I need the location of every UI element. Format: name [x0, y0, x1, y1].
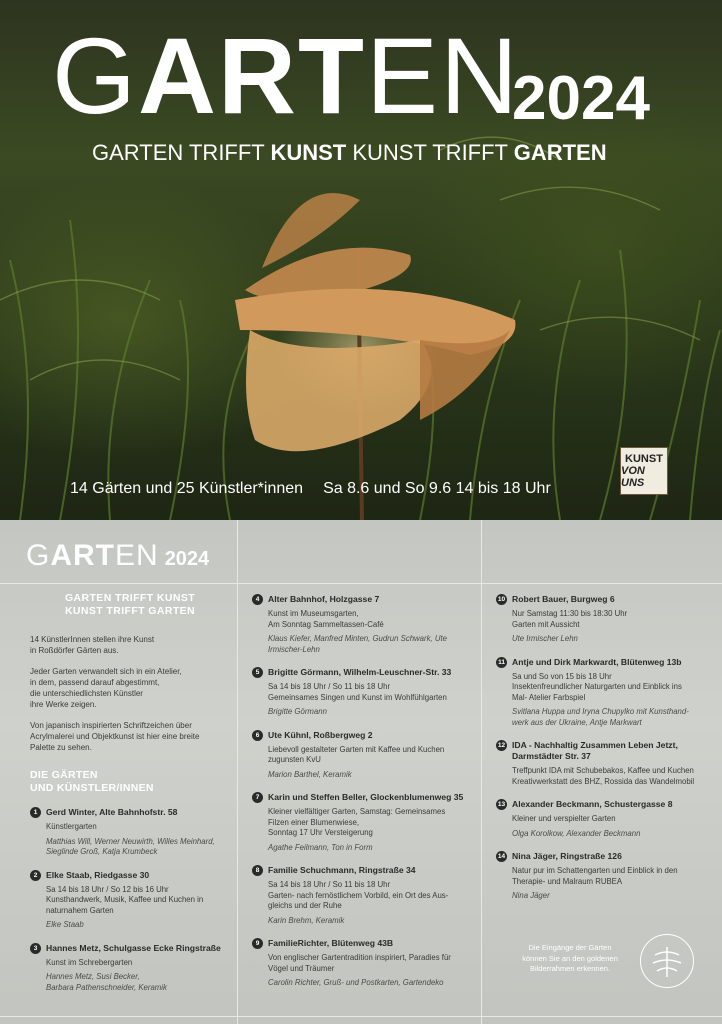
garden-address: Familie Schuchmann, Ringstraße 34: [268, 865, 416, 875]
garden-entry: [30, 943, 230, 994]
garden-description: Kleiner vielfältiger Garten, Samstag: Gemeinsames Filzen einer Blumenwiese, Sonntag 17 Uhr Versteigerung: [268, 807, 446, 837]
garden-entry: [496, 594, 704, 645]
garden-description: Kunst im Schrebergarten: [46, 957, 133, 967]
garden-number: 2: [30, 870, 41, 881]
emblem-icon: [640, 934, 694, 988]
hero-year: 2024: [512, 64, 650, 133]
garden-entry: [252, 730, 470, 781]
garden-artists: Carolin Richter, Gruß- und Postkarten, Gartendeko: [268, 978, 444, 987]
column-gardens-right: [496, 594, 704, 914]
garden-address: IDA - Nachhaltig Zusammen Leben Jetzt, Darmstädter Str. 37: [512, 740, 678, 761]
garden-address: Antje und Dirk Markwardt, Blütenweg 13b: [512, 656, 682, 667]
row-divider: [0, 583, 722, 584]
garden-description: Nur Samstag 11:30 bis 18:30 Uhr Garten mit Aussicht: [512, 609, 628, 629]
gardens-count: 14 Gärten und 25 Künstler*innen: [70, 480, 304, 497]
intro-heading: GARTEN TRIFFT KUNST KUNST TRIFFT GARTEN: [64, 592, 196, 617]
garden-entry: [496, 740, 704, 787]
garden-artists: Olga Korolkow, Alexander Beckmann: [512, 828, 641, 838]
garden-entry: [252, 865, 470, 926]
garden-artists: Karin Brehm, Keramik: [268, 915, 345, 925]
column-gardens-middle: [252, 594, 470, 1001]
garden-number: 8: [252, 865, 263, 876]
garden-description: Sa 14 bis 18 Uhr / So 11 bis 18 Uhr Garten- nach fernöstlichem Vorbild, ein Ort des Aus- gleichs und der Ruhe: [268, 880, 449, 910]
row-divider: [0, 1016, 722, 1017]
intro-paragraph: Von japanisch inspirierten Schriftzeichen über Acrylmalerei und Objektkunst ist hier eine breite Palette zu sehen.: [30, 721, 200, 752]
garden-artists: Agathe Feilmann, Ton in Form: [268, 842, 373, 852]
garden-description: Kleiner und verspielter Garten: [512, 814, 616, 823]
garden-address: FamilieRichter, Blütenweg 43B: [268, 938, 394, 948]
garden-number: 4: [252, 594, 263, 605]
garden-entry: [252, 594, 470, 655]
garden-entry: [496, 799, 704, 839]
intro-paragraph: 14 KünstlerInnen stellen ihre Kunst in Roßdörfer Gärten aus.: [30, 635, 155, 655]
garden-description: Liebevoll gestalteter Garten mit Kaffee und Kuchen zugunsten KvU: [268, 744, 445, 764]
garden-address: Hannes Metz, Schulgasse Ecke Ringstraße: [46, 942, 221, 953]
garden-address: Ute Kühnl, Roßbergweg 2: [268, 729, 373, 740]
column-divider: [481, 520, 482, 1024]
column-intro: [30, 592, 230, 1005]
garden-entry: [496, 851, 704, 902]
entrance-note: Die Eingänge der Gärten können Sie an den goldenen Bilderrahmen erkennen.: [522, 943, 618, 973]
event-dates: Sa 8.6 und So 9.6 14 bis 18 Uhr: [323, 480, 551, 497]
garden-description: Sa 14 bis 18 Uhr / So 11 bis 18 Uhr Gemeinsames Singen und Kunst im Wohlfühlgarten: [268, 682, 447, 702]
garden-number: 6: [252, 730, 263, 741]
garden-number: 3: [30, 943, 41, 954]
garden-description: Natur pur im Schattengarten und Einblick in den Therapie- und Malraum RUBEA: [512, 866, 678, 886]
garden-entry: [252, 938, 470, 989]
gardens-heading: DIE GÄRTEN UND KÜNSTLER/INNEN: [30, 769, 154, 794]
garden-description: Treffpunkt IDA mit Schubebakos, Kaffee und Kuchen Kreativwerkstatt des BHZ, Rossida das Wandelmobil: [512, 766, 695, 786]
garden-description: Sa 14 bis 18 Uhr / So 12 bis 16 Uhr Kunsthandwerk, Musik, Kaffee und Kuchen in naturnahem Garten: [46, 884, 204, 915]
garden-entry: [30, 807, 230, 858]
garden-description: Von englischer Gartentradition inspiriert, Paradies für Vögel und Träumer: [268, 953, 451, 973]
garden-address: Brigitte Görmann, Wilhelm-Leuschner-Str. 33: [268, 667, 452, 677]
garden-number: 10: [497, 596, 506, 603]
garden-address: Gerd Winter, Alte Bahnhofstr. 58: [46, 807, 178, 817]
kunst-von-uns-logo: KUNST VON UNS: [620, 447, 668, 495]
garden-artists: Elke Staab: [46, 920, 84, 929]
garden-artists: Matthias Will, Werner Neuwirth, Willes Meinhard, Sieglinde Groß, Katja Krumbeck: [46, 836, 215, 856]
garden-description: Sa und So von 15 bis 18 Uhr Insektenfreundlicher Naturgarten und Einblick ins Mal- Atelier Farbspiel: [512, 671, 682, 702]
garden-number: 11: [496, 657, 507, 668]
intro-paragraph: Jeder Garten verwandelt sich in ein Atelier, in dem, passend darauf abgestimmt, die unterschiedlichsten Künstler ihre Werke zeigen.: [30, 667, 182, 709]
garden-number: 9: [252, 938, 263, 949]
program-title: GARTEN 2024: [26, 539, 210, 572]
garden-address: Alexander Beckmann, Schustergasse 8: [512, 799, 673, 809]
garden-artists: Ute Irmischer Lehn: [512, 634, 578, 643]
garden-entry: [496, 657, 704, 729]
garden-address: Alter Bahnhof, Holzgasse 7: [268, 594, 380, 604]
garden-artists: Svitlana Huppa und Iryna Chupylko mit Kunsthand- werk aus der Ukraine, Antje Markwart: [512, 707, 689, 727]
garden-number: 13: [497, 801, 506, 808]
garden-artists: Hannes Metz, Susi Becker, Barbara Pathenschneider, Keramik: [46, 972, 167, 992]
garden-address: Nina Jäger, Ringstraße 126: [512, 851, 622, 861]
garden-address: Robert Bauer, Burgweg 6: [512, 594, 615, 604]
hero-title: GARTEN: [52, 15, 521, 136]
garden-description: Kunst im Museumsgarten, Am Sonntag Sammeltassen-Café: [268, 609, 384, 629]
garden-artists: Brigitte Görmann: [268, 707, 327, 716]
garden-entry: [252, 667, 470, 718]
garden-number: 1: [30, 807, 41, 818]
garden-address: Karin und Steffen Beller, Glockenblumenweg 35: [268, 792, 464, 802]
garden-number: 5: [252, 667, 263, 678]
garden-artists: Nina Jäger: [512, 891, 550, 900]
garden-number: 7: [252, 792, 263, 803]
garden-address: Elke Staab, Riedgasse 30: [46, 869, 150, 880]
garden-entry: [252, 792, 470, 853]
garden-number: 14: [497, 853, 506, 860]
garden-description: Künstlergarten: [46, 822, 97, 831]
column-divider: [237, 520, 238, 1024]
garden-number: 12: [497, 742, 506, 749]
hero-event-info: [70, 480, 551, 498]
garden-artists: Marion Barthel, Keramik: [268, 769, 352, 779]
hero-subtitle: GARTEN TRIFFT KUNST KUNST TRIFFT GARTEN: [92, 140, 607, 165]
garden-entry: [30, 870, 230, 931]
garden-artists: Klaus Kiefer, Manfred Minten, Gudrun Schwark, Ute Irmischer-Lehn: [268, 634, 447, 654]
